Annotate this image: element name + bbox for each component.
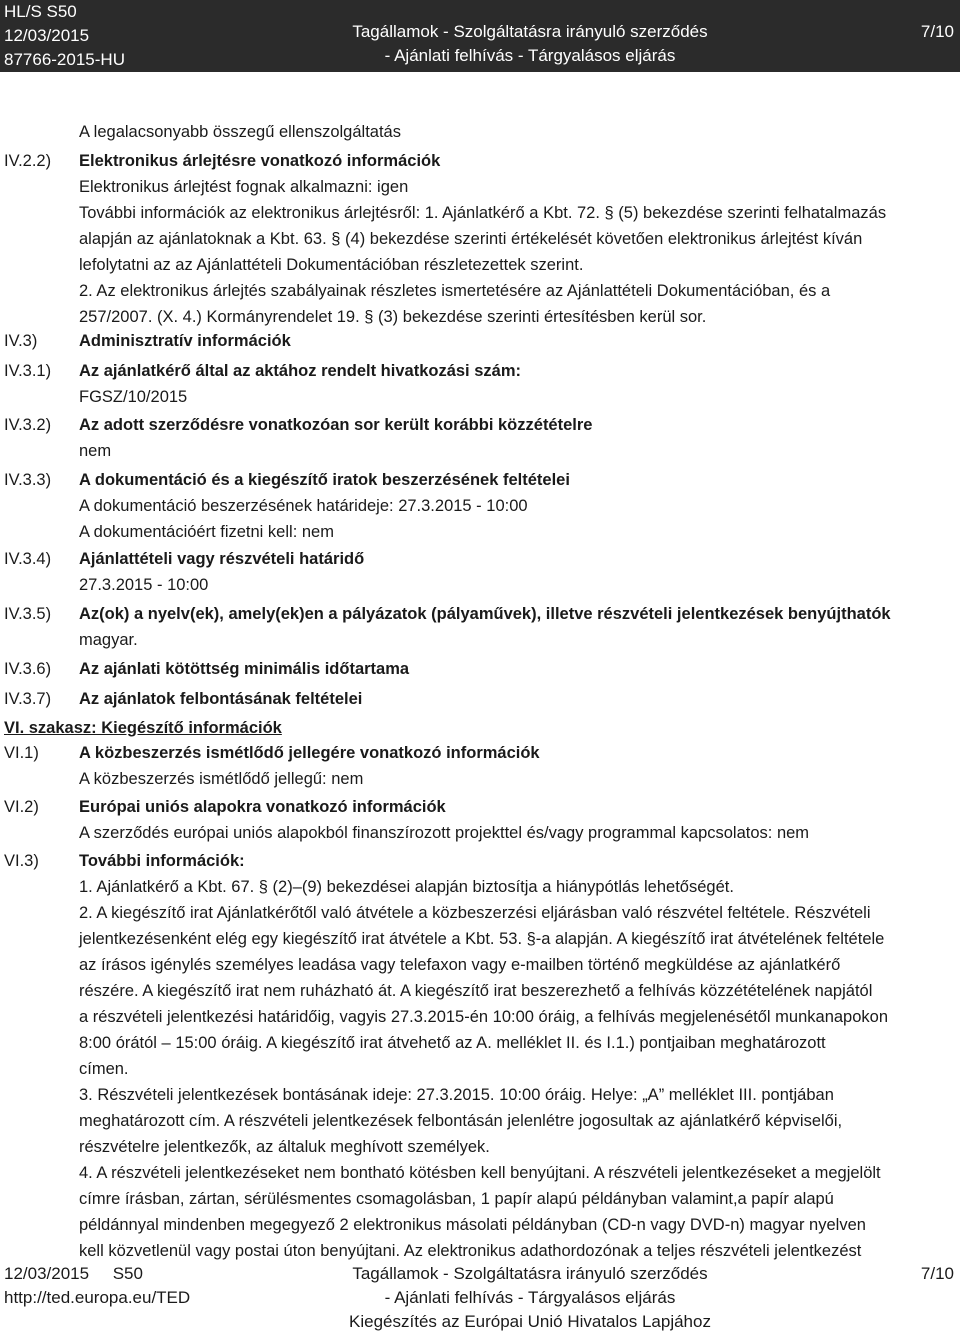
section-number: VI.1) xyxy=(4,744,39,762)
text-line: példánnyal mindenben megegyező 2 elektronikus másolati példányban (CD-n vagy DVD-n) magyar nyelven xyxy=(79,1216,866,1234)
text-line: címen. xyxy=(79,1060,129,1078)
section-content xyxy=(79,601,950,653)
section-content xyxy=(79,358,950,410)
section-number: VI.3) xyxy=(4,852,39,870)
header-title-line-1: Tagállamok - Szolgáltatásra irányuló szerződés xyxy=(352,22,708,41)
text-line: részvételre jelentkezők, az általuk meghívott személyek. xyxy=(79,1138,490,1156)
text-line: a részvételi jelentkezési határidőig, vagyis 27.3.2015-én 10:00 óráig, a felhívás megjelenésétől munkanapokon xyxy=(79,1008,889,1026)
notice-number: 87766-2015-HU xyxy=(4,50,125,69)
text-line: jelentkezésenként elég egy kiegészítő irat átvétele a Kbt. 53. §-a alapján. A kiegészítő irat átvételének feltétele xyxy=(79,930,885,948)
section-content xyxy=(79,848,950,1264)
section-title: Az ajánlatok felbontásának feltételei xyxy=(79,690,363,708)
text-line: További információk az elektronikus árlejtésről: 1. Ajánlatkérő a Kbt. 72. § (5) bekezdése szerinti felhatalmazás xyxy=(79,204,887,222)
section-title: A közbeszerzés ismétlődő jellegére vonatkozó információk xyxy=(79,744,540,762)
section-content xyxy=(79,794,950,846)
section-number: IV.2.2) xyxy=(4,152,52,170)
document-footer xyxy=(0,1262,960,1334)
language-value: magyar. xyxy=(79,631,138,649)
footer-title-line-2: - Ajánlati felhívás - Tárgyalásos eljárás xyxy=(384,1288,676,1307)
text-line: 3. Részvételi jelentkezések bontásának ideje: 27.3.2015. 10:00 óráig. Helye: „A” melléklet III. pontjában xyxy=(79,1086,834,1104)
section-number: IV.3.4) xyxy=(4,550,52,568)
header-center xyxy=(300,20,760,68)
section-content xyxy=(79,740,950,792)
header-date: 12/03/2015 xyxy=(4,26,90,45)
document-header xyxy=(0,0,960,72)
section-number: VI.2) xyxy=(4,798,39,816)
section-vi-heading: VI. szakasz: Kiegészítő információk xyxy=(4,719,282,737)
text-line: A dokumentáció beszerzésének határideje: 27.3.2015 - 10:00 xyxy=(79,497,528,515)
text-line: lefolytatni az az Ajánlattételi Dokumentációban részletezettek szerint. xyxy=(79,256,584,274)
text-line: 1. Ajánlatkérő a Kbt. 67. § (2)–(9) bekezdései alapján biztosítja a hiánypótlás lehetőségét. xyxy=(79,878,734,896)
section-number: IV.3.3) xyxy=(4,471,52,489)
text-line: meghatározott cím. A részvételi jelentkezések felbontásán jelenlétre jogosultak az ajánlatkérő képviselői, xyxy=(79,1112,843,1130)
section-title: A dokumentáció és a kiegészítő iratok beszerzésének feltételei xyxy=(79,471,570,489)
section-value: A szerződés európai uniós alapokból finanszírozott projekttel és/vagy programmal kapcsolatos: nem xyxy=(79,824,810,842)
section-title: Európai uniós alapokra vonatkozó információk xyxy=(79,798,446,816)
header-left xyxy=(4,0,125,72)
text-line: 8:00 órától – 15:00 óráig. A kiegészítő irat átvehető az A. melléklet II. és I.1.) pontjaiban meghatározott xyxy=(79,1034,826,1052)
text-line: az írásos igénylés személyes leadása vagy telefaxon vagy e-mailben történő megküldése az ajánlatkérő xyxy=(79,956,841,974)
text-line: 2. Az elektronikus árlejtés szabályainak részletes ismertetésére az Ajánlattételi Dokumentációban, és a xyxy=(79,282,831,300)
footer-page-number: 7/10 xyxy=(920,1264,954,1283)
text-line: alapján az ajánlatoknak a Kbt. 63. § (4) bekezdése szerinti értékelését követően elektronikus árlejtést kíván xyxy=(79,230,863,248)
journal-id: HL/S S50 xyxy=(4,2,77,21)
award-criteria-text: A legalacsonyabb összegű ellenszolgáltatás xyxy=(79,123,401,141)
header-title-line-2: - Ajánlati felhívás - Tárgyalásos eljárás xyxy=(384,46,676,65)
section-value: nem xyxy=(79,442,112,460)
section-title: Az adott szerződésre vonatkozóan sor került korábbi közzétételre xyxy=(79,416,593,434)
text-line: 257/2007. (X. 4.) Kormányrendelet 19. § (3) bekezdése szerinti értesítésben kerül sor. xyxy=(79,308,707,326)
section-content xyxy=(79,546,950,598)
section-title: Adminisztratív információk xyxy=(79,332,291,350)
section-number: IV.3) xyxy=(4,332,38,350)
footer-journal-name: Kiegészítés az Európai Unió Hivatalos Lapjához xyxy=(349,1312,711,1331)
section-title: Az ajánlatkérő által az aktához rendelt hivatkozási szám: xyxy=(79,362,521,380)
text-line: Elektronikus árlejtést fognak alkalmazni: igen xyxy=(79,178,409,196)
section-number: IV.3.6) xyxy=(4,660,52,678)
text-line: címre írásban, zártan, sérülésmentes csomagolásban, 1 papír alapú példányban valamint,a papír alapú xyxy=(79,1190,834,1208)
section-number: IV.3.2) xyxy=(4,416,52,434)
section-content xyxy=(79,467,950,545)
header-page-number: 7/10 xyxy=(920,22,954,41)
footer-date-journal: 12/03/2015 S50 xyxy=(4,1264,143,1283)
text-line: részére. A kiegészítő irat nem ruházható át. A kiegészítő irat beszerezhető a felhívás közzétételének napjától xyxy=(79,982,873,1000)
text-line: 4. A részvételi jelentkezéseket nem bontható kötésben kell benyújtani. A részvételi jelentkezéseket a megjelölt xyxy=(79,1164,881,1182)
section-number: IV.3.1) xyxy=(4,362,52,380)
footer-center xyxy=(300,1262,760,1334)
text-line: 2. A kiegészítő irat Ajánlatkérőtől való átvétele a közbeszerzési eljárásban való részvétel feltétele. Részvételi xyxy=(79,904,871,922)
section-title: Az(ok) a nyelv(ek), amely(ek)en a pályázatok (pályaművek), illetve részvételi jelentkezések benyújthatók xyxy=(79,605,891,623)
section-title: Ajánlattételi vagy részvételi határidő xyxy=(79,550,365,568)
reference-number: FGSZ/10/2015 xyxy=(79,388,188,406)
section-content xyxy=(79,148,950,330)
text-line: A dokumentációért fizetni kell: nem xyxy=(79,523,334,541)
section-content xyxy=(79,412,950,464)
footer-title-line-1: Tagállamok - Szolgáltatásra irányuló szerződés xyxy=(352,1264,708,1283)
section-title: Elektronikus árlejtésre vonatkozó információk xyxy=(79,152,441,170)
section-number: IV.3.7) xyxy=(4,690,52,708)
footer-left xyxy=(4,1262,190,1310)
section-value: A közbeszerzés ismétlődő jellegű: nem xyxy=(79,770,364,788)
section-title: Az ajánlati kötöttség minimális időtartama xyxy=(79,660,410,678)
section-title: További információk: xyxy=(79,852,245,870)
ted-link[interactable]: http://ted.europa.eu/TED xyxy=(4,1288,191,1307)
deadline-value: 27.3.2015 - 10:00 xyxy=(79,576,209,594)
section-number: IV.3.5) xyxy=(4,605,52,623)
text-line: kell közvetlenül vagy postai úton benyújtani. Az elektronikus adathordozónak a teljes részvételi jelentkezést xyxy=(79,1242,862,1260)
